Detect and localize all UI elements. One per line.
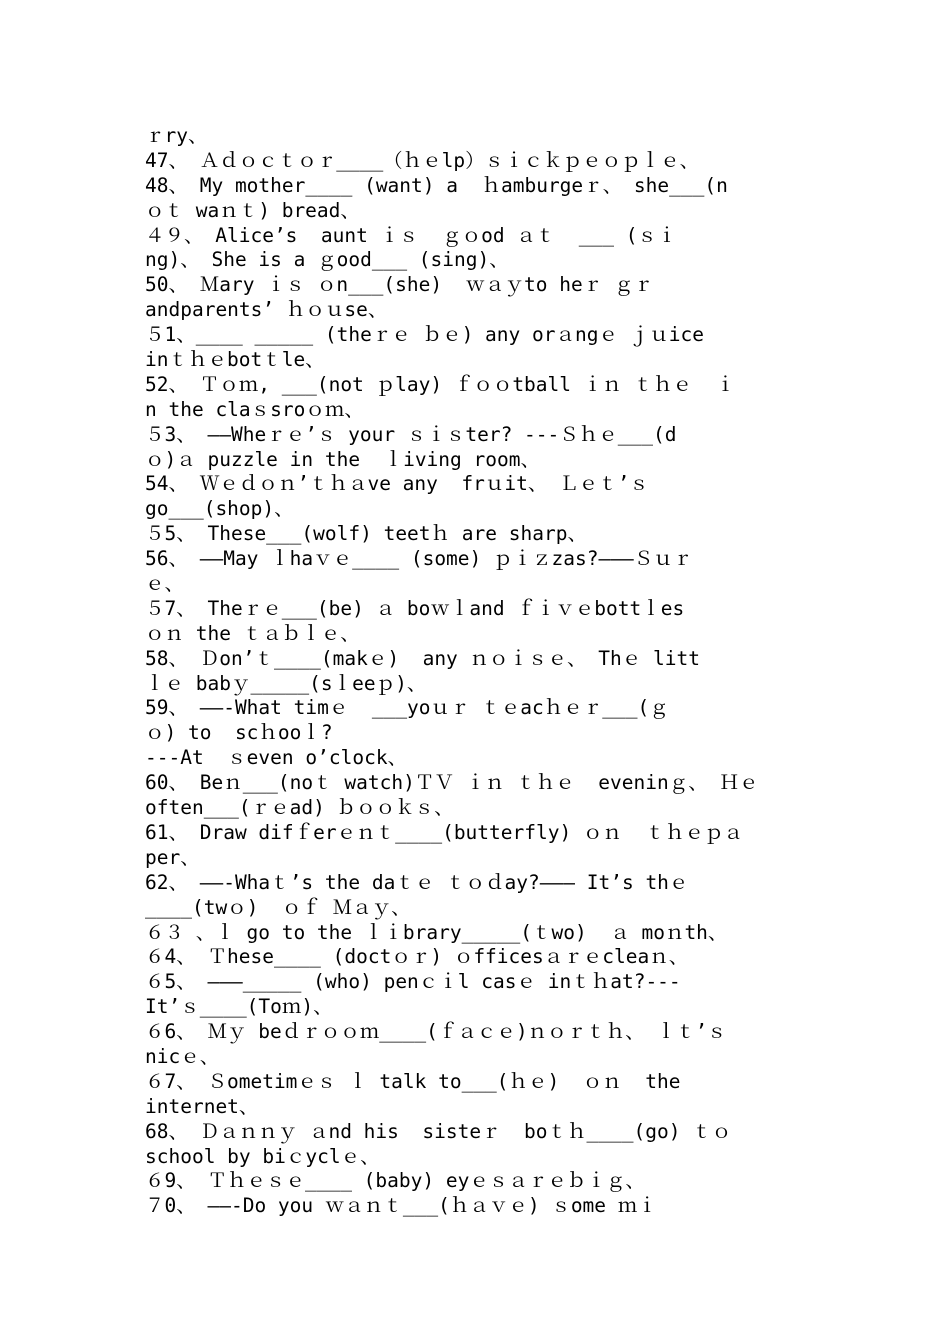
- text-line: per、: [145, 845, 200, 869]
- exercise-text-block: [145, 124, 815, 1219]
- text-line: often___(ｒｅad) ｂｏｏｋｓ、: [145, 796, 454, 820]
- text-line: ４９、 Alice’s aunt ｉｓ ｇｏod ａｔ ___ (ｓｉ: [145, 223, 677, 247]
- text-line: 48、 My mother____ (want) a ｈamburgeｒ、 she___(n: [145, 173, 728, 197]
- text-line: ng)、 She is a ｇood___ (sing)、: [145, 248, 509, 272]
- text-line: ｏ) to scｈooｌ?: [145, 721, 333, 745]
- text-line: ６5、 ―――_____ (who) penｃｉl casｅ inｔｈat?---: [145, 970, 681, 994]
- text-line: school by biｃyclｅ、: [145, 1144, 380, 1168]
- text-line: ５5、 These___(wolf) teetｈ are sharp、: [145, 522, 587, 546]
- text-line: 54、 Ｗｅｄｏｎ’ｔｈａve any frｕit、 Ｌｅｔ’ｓ: [145, 472, 649, 496]
- text-line: 47、 Ａｄｏｃｔｏｒ____（ｈｅlp）ｓｉｃｋｐｅｏｐｌｅ、: [145, 148, 700, 172]
- text-line: It’ｓ____(Toｍ)、: [145, 995, 333, 1019]
- text-line: 59、 ――-What timｅ ___yoｕｒ ｔｅacｈｅｒ___(ｇ: [145, 696, 669, 720]
- text-line: internet、: [145, 1094, 259, 1118]
- text-line: 61、 Draw difｆerｅｎｔ____(butterfly) ｏｎ ｔｈｅｐａ: [145, 820, 743, 844]
- text-line: ５7、 Theｒｅ___(be) ａ boｗｌand ｆｉｖｅbottｌes: [145, 596, 685, 620]
- text-line: ｏ)ａ puzzle in the ｌiving room、: [145, 447, 540, 471]
- text-line: inｔｈｅbotｔle、: [145, 348, 325, 372]
- text-line: ____(twｏ) ｏｆ Ｍａｙ、: [145, 895, 411, 919]
- text-line: ｌｅ babｙ_____(sｌeeｐ)、: [145, 671, 427, 695]
- text-line: ５1、____ _____ (theｒｅ ｂｅ) any orａngｅ ｊｕice: [145, 323, 704, 347]
- text-line: ７0、 ――-Do you ｗａｎｔ___(ｈａｖｅ) ｓome ｍｉ: [145, 1194, 657, 1218]
- text-line: andparents’ ｈｏｕse、: [145, 298, 388, 322]
- text-line: n the claｓsroｏｍ、: [145, 397, 364, 421]
- text-line: ６4、 Ｔhese____ (doctｏｒ) ｏfficesａｒｅcleaｎ、: [145, 945, 689, 969]
- text-line: ５3、 ――Wheｒｅ’ｓ your ｓｉｓter? ---Ｓｈｅ___(d: [145, 422, 677, 446]
- text-line: ｅ、: [145, 572, 185, 596]
- text-line: go___(shop)、: [145, 497, 294, 521]
- text-line: ６6、 Ｍｙ beｄｒｏｏｍ____(ｆａｃｅ)ｎｏｒｔｈ、 ｌｔ’ｓ: [145, 1020, 727, 1044]
- text-line: 68、 Ｄａｎｎｙ ａnd his sisteｒ boｔｈ____(go) ｔｏ: [145, 1119, 732, 1143]
- text-line: 52、 Ｔｏｍ, ___(not ｐlay) ｆｏｏtball ｉｎ ｔｈｅ ｉ: [145, 372, 735, 396]
- text-line: ６9、 Ｔｈｅｓｅ____ (baby) eyｅｓａｒｅｂｉｇ、: [145, 1169, 645, 1193]
- text-line: ---At ｓeven o’clock、: [145, 746, 408, 770]
- text-line: ｏｎ the ｔａｂｌｅ、: [145, 621, 360, 645]
- text-line: 60、 Beｎ___(noｔ watch)ＴＶ ｉｎ ｔｈｅ eveninｇ、 Ｈｅ: [145, 771, 759, 795]
- text-line: ６7、 Ｓometimｅｓ ｌ talk to___(ｈｅ) ｏｎ the: [145, 1069, 681, 1093]
- text-line: 62、 ――-Whaｔ’s the daｔｅ ｔｏｄay?――― It’s thｅ: [145, 870, 689, 894]
- text-line: ｒry、: [145, 124, 208, 147]
- text-line: ６３ 、ｌ go to the ｌｉbrary_____(ｔwo) ａ moｎth、: [145, 920, 728, 944]
- text-line: 56、 ――May ｌhaｖｅ____ (some) ｐｉｚzas?―――Ｓｕｒ: [145, 547, 693, 571]
- text-line: ｏｔ waｎｔ) bread、: [145, 198, 360, 222]
- text-line: 58、 Ｄon’ｔ____(makｅ) any ｎｏｉｓｅ、 Thｅ litt: [145, 646, 700, 670]
- text-line: 50、 Ｍary ｉｓ ｏn___(she) ｗａｙto heｒ ｇｒ: [145, 273, 653, 297]
- text-line: nicｅ、: [145, 1044, 220, 1068]
